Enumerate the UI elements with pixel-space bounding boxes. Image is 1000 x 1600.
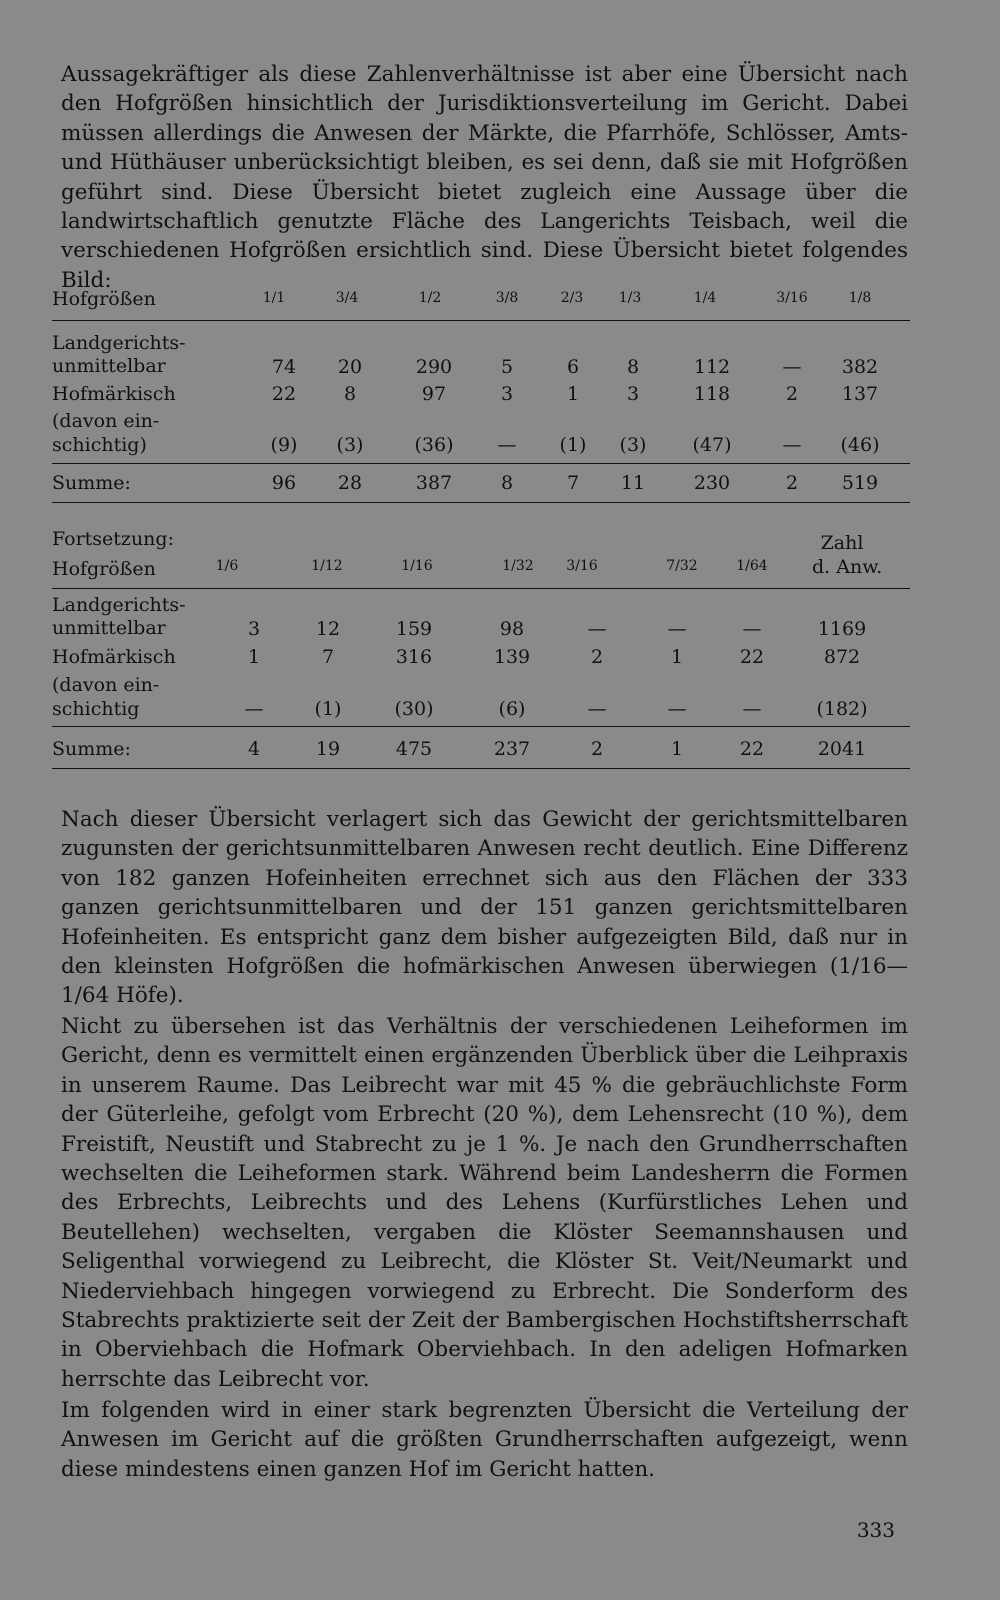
table-cell: — — [244, 698, 264, 720]
table-cell: (36) — [414, 434, 454, 456]
column-header: 1/4 — [693, 290, 717, 306]
table-cell: (47) — [692, 434, 732, 456]
column-header: 1/3 — [618, 290, 642, 306]
table-cell: 137 — [841, 383, 879, 405]
table-cell: 112 — [693, 356, 731, 378]
table-cell: 8 — [343, 383, 357, 405]
table-cell: 2 — [785, 383, 799, 405]
table-cell: (3) — [619, 434, 647, 456]
table-cell: 1169 — [817, 618, 867, 640]
sum-cell: 96 — [271, 472, 297, 494]
sum-cell: 237 — [493, 738, 531, 760]
sum-cell: 475 — [395, 738, 433, 760]
table-cell: 3 — [247, 618, 261, 640]
table-cell: 98 — [499, 618, 525, 640]
table-cell: 22 — [271, 383, 297, 405]
table-cell: — — [742, 698, 762, 720]
column-header: 1/32 — [502, 558, 534, 574]
table-cell: 872 — [823, 646, 861, 668]
table-cell: 12 — [315, 618, 341, 640]
table-cell: (1) — [559, 434, 587, 456]
table-cell: — — [782, 434, 802, 456]
table-cell: 382 — [841, 356, 879, 378]
table-cell: — — [587, 698, 607, 720]
table-cell: — — [667, 618, 687, 640]
table-cell: 5 — [500, 356, 514, 378]
total-header: Zahl — [820, 532, 864, 554]
column-header: 2/3 — [560, 290, 584, 306]
column-header: 1/2 — [418, 290, 442, 306]
sum-cell: 519 — [841, 472, 879, 494]
table-cell: — — [742, 618, 762, 640]
table-cell: (46) — [840, 434, 880, 456]
table-cell: 3 — [500, 383, 514, 405]
column-header: 1/6 — [215, 558, 239, 574]
column-header: 3/8 — [495, 290, 519, 306]
table-cell: 74 — [271, 356, 297, 378]
column-header: 3/16 — [566, 558, 598, 574]
column-header: 7/32 — [666, 558, 698, 574]
table-cell: 8 — [626, 356, 640, 378]
table1-bottom-rule — [52, 502, 910, 503]
table2-bottom-rule — [52, 768, 910, 769]
column-header: 3/4 — [335, 290, 359, 306]
table1-header-label: Hofgrößen — [52, 288, 156, 310]
row-label-line: (davon ein- — [52, 674, 160, 696]
sum-cell: 1 — [670, 738, 684, 760]
sum-cell: 230 — [693, 472, 731, 494]
row-label-line: Landgerichts- — [52, 332, 186, 354]
row-label-line: (davon ein- — [52, 410, 160, 432]
table-cell: 7 — [321, 646, 335, 668]
sum-cell: 2041 — [817, 738, 867, 760]
sum-cell: 2 — [590, 738, 604, 760]
table-cell: 3 — [626, 383, 640, 405]
table-cell: 118 — [693, 383, 731, 405]
table-cell: 159 — [395, 618, 433, 640]
table-cell: (6) — [498, 698, 526, 720]
intro-paragraph: Aussagekräftiger als diese Zahlenverhältnisse ist aber eine Übersicht nach den Hofgrößen hinsichtlich der Jurisdiktionsverteilung im Gericht. Dabei müssen allerdings die Anwesen der Märkte, die Pfarrhöfe, Schlösser, Amts- und Hüthäuser unberücksichtigt bleiben, es sei denn, daß sie mit Hofgrößen geführt sind. Diese Übersicht bietet zugleich eine Aussage über die landwirtschaftlich genutzte Fläche des Langerichts Teisbach, weil die verschiedenen Hofgrößen ersichtlich sind. Diese Übersicht bietet folgendes Bild: — [61, 62, 908, 293]
page-number: 333 — [856, 1518, 895, 1542]
sum-cell: 28 — [337, 472, 363, 494]
table-cell: — — [782, 356, 802, 378]
sum-cell: 7 — [566, 472, 580, 494]
table-cell: 6 — [566, 356, 580, 378]
paragraph-3: Nicht zu übersehen ist das Verhältnis der verschiedenen Leiheformen im Gericht, denn es vermittelt einen ergänzenden Überblick über die Leihpraxis in unserem Raume. Das Leibrecht war mit 45 % die gebräuchlichste Form der Güterleihe, gefolgt vom Erbrecht (20 %), dem Lehensrecht (10 %), dem Freistift, Neustift und Stabrecht zu je 1 %. Je nach den Grundherrschaften wechselten die Leiheformen stark. Während beim Landesherrn die Formen des Erbrechts, Leibrechts und des Lehens (Kurfürstliches Lehen und Beutellehen) wechselten, vergaben die Klöster Seemannshausen und Seligenthal vorwiegend zu Leibrecht, die Klöster St. Veit/Neumarkt und Niederviehbach hingegen vorwiegend zu Erbrecht. Die Sonderform des Stabrechts praktizierte seit der Zeit der Bambergischen Hochstiftsherrschaft in Oberviehbach die Hofmark Oberviehbach. In den adeligen Hofmarken herrschte das Leibrecht vor. — [61, 1014, 908, 1392]
table-cell: 139 — [493, 646, 531, 668]
table-cell: (1) — [314, 698, 342, 720]
row-label-line: schichtig — [52, 698, 140, 720]
table-cell: 20 — [337, 356, 363, 378]
table-cell: 1 — [247, 646, 261, 668]
table-cell: 1 — [670, 646, 684, 668]
table-cell: — — [587, 618, 607, 640]
column-header: 1/16 — [401, 558, 433, 574]
row-label-line: unmittelbar — [52, 355, 166, 377]
column-header: 1/8 — [848, 290, 872, 306]
table-cell: (182) — [816, 698, 868, 720]
row-label-line: unmittelbar — [52, 617, 166, 639]
table-cell: 2 — [590, 646, 604, 668]
sum-cell: 8 — [500, 472, 514, 494]
table1-sum-rule — [52, 463, 910, 464]
table-cell: — — [667, 698, 687, 720]
row-label-line: schichtig) — [52, 434, 147, 456]
column-header: 1/64 — [736, 558, 768, 574]
sum-cell: 22 — [739, 738, 765, 760]
sum-cell: 387 — [415, 472, 453, 494]
table1-header-rule — [52, 320, 910, 321]
sum-cell: 11 — [620, 472, 646, 494]
table-cell: (30) — [394, 698, 434, 720]
table2-header-rule — [52, 588, 910, 589]
table2-continuation-row — [52, 528, 910, 554]
table1-sum-label: Summe: — [52, 472, 131, 494]
total-header: d. Anw. — [812, 556, 883, 578]
row-label-line: Hofmärkisch — [52, 646, 176, 668]
sum-cell: 19 — [315, 738, 341, 760]
table-cell: — — [497, 434, 517, 456]
row-label-line: Hofmärkisch — [52, 383, 176, 405]
paragraph-4: Im folgenden wird in einer stark begrenzten Übersicht die Verteilung der Anwesen im Gericht auf die größten Grundherrschaften aufgezeigt, wenn diese mindestens einen ganzen Hof im Gericht hatten. — [61, 1398, 908, 1482]
sum-cell: 2 — [785, 472, 799, 494]
sum-cell: 4 — [247, 738, 261, 760]
table2-sum-rule — [52, 726, 910, 727]
table2-sum-label: Summe: — [52, 738, 131, 760]
row-label-line: Landgerichts- — [52, 594, 186, 616]
table-cell: 290 — [415, 356, 453, 378]
table2-header-label: Hofgrößen — [52, 558, 156, 580]
table-cell: 1 — [566, 383, 580, 405]
column-header: 1/1 — [262, 290, 286, 306]
column-header: 3/16 — [776, 290, 808, 306]
table-cell: (3) — [336, 434, 364, 456]
table2-continuation-label: Fortsetzung: — [52, 528, 174, 550]
table-cell: 97 — [421, 383, 447, 405]
table-cell: (9) — [270, 434, 298, 456]
column-header: 1/12 — [311, 558, 343, 574]
table-cell: 22 — [739, 646, 765, 668]
table-cell: 316 — [395, 646, 433, 668]
paragraph-2: Nach dieser Übersicht verlagert sich das Gewicht der gerichtsmittelbaren zugunsten der gerichtsunmittelbaren Anwesen recht deutlich. Eine Differenz von 182 ganzen Hofeinheiten errechnet sich aus den Flächen der 333 ganzen gerichtsunmittelbaren und der 151 ganzen gerichtsmittelbaren Hofeinheiten. Es entspricht ganz dem bisher aufgezeigten Bild, daß nur in den kleinsten Hofgrößen die hofmärkischen Anwesen überwiegen (1/16—1/64 Höfe). — [61, 807, 908, 1009]
